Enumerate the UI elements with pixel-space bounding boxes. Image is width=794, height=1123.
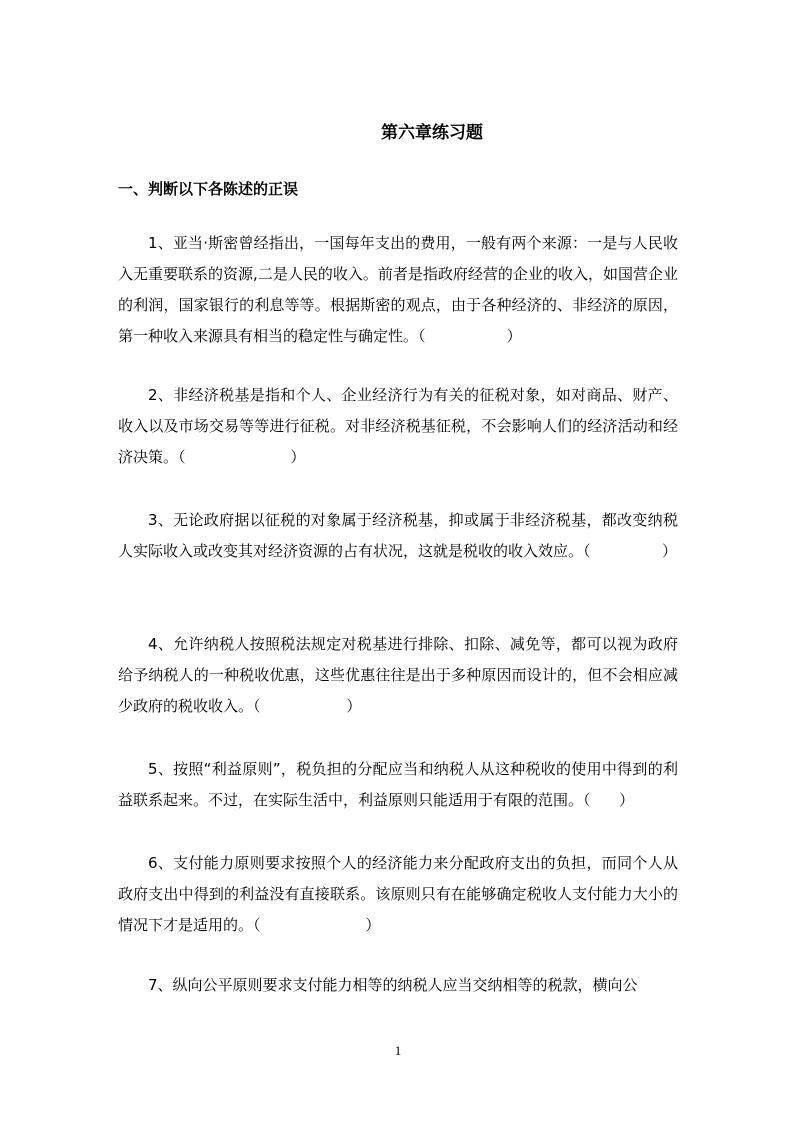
page-title: 第六章练习题 [381,123,483,143]
question-1 [118,228,678,352]
question-5 [118,754,678,816]
question-6-answer-blank: （ ） [253,916,381,934]
question-5-text: 5、按照“利益原则”，税负担的分配应当和纳税人从这种税收的使用中得到的利益联系起来。不过，在实际生活中，利益原则只能适用于有限的范围。 [118,760,678,809]
question-2-text: 2、非经济税基是指和个人、企业经济行为有关的征税对象，如对商品、财产、收入以及市场交易等等进行征税。对非经济税基征税，不会影响人们的经济活动和经济决策。 [118,386,678,466]
question-3-answer-blank: （ ） [583,542,678,560]
question-2 [118,380,678,473]
question-4 [118,629,678,722]
question-6 [118,848,678,941]
question-3-text: 3、无论政府据以征税的对象属于经济税基，抑或属于非经济税基，都改变纳税人实际收入或改变其对经济资源的占有状况，这就是税收的收入效应。 [118,511,678,560]
question-7-text: 7、纵向公平原则要求支付能力相等的纳税人应当交纳相等的税款，横向公 [148,976,638,994]
question-4-answer-blank: （ ） [253,697,362,715]
question-1-answer-blank: （ ） [418,327,522,345]
question-3 [118,505,678,567]
question-6-text: 6、支付能力原则要求按照个人的经济能力来分配政府支出的负担，而同个人从政府支出中得到的利益没有直接联系。该原则只有在能够确定税收人支付能力大小的情况下才是适用的。 [118,854,678,934]
question-7 [118,970,678,1001]
question-5-answer-blank: （ ） [583,791,635,809]
page-number: 1 [394,1043,402,1058]
section-heading: 一、判断以下各陈述的正误 [118,180,299,198]
question-1-text: 1、亚当·斯密曾经指出，一国每年支出的费用，一般有两个来源：一是与人民收入无重要联系的资源,二是人民的收入。前者是指政府经营的企业的收入，如国营企业的利润，国家银行的利息等等。根据斯密的观点，由于各种经济的、非经济的原因，第一种收入来源具有相当的稳定性与确定性。 [118,234,678,345]
question-2-answer-blank: （ ） [178,448,306,466]
question-4-text: 4、允许纳税人按照税法规定对税基进行排除、扣除、减免等，都可以视为政府给予纳税人的一种税收优惠，这些优惠往往是出于多种原因而设计的，但不会相应减少政府的税收收入。 [118,635,678,715]
